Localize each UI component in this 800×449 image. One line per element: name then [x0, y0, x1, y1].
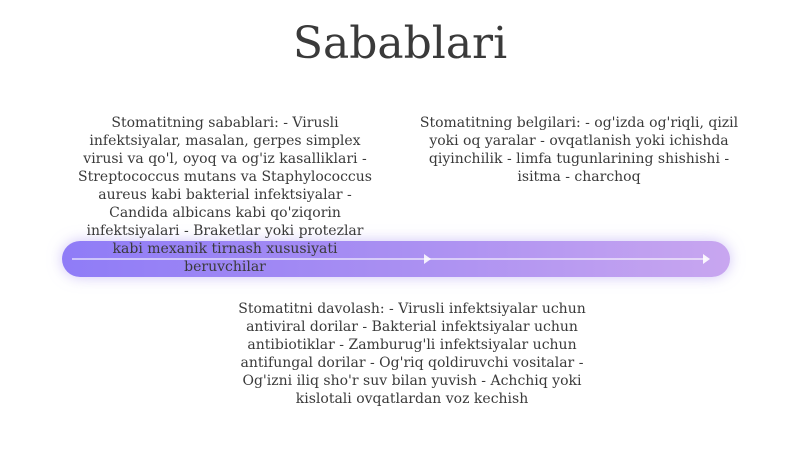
- slide-title: Sabablari: [292, 18, 508, 69]
- signs-text: Stomatitning belgilari: - og'izda og'riqli, qizil yoki oq yaralar - ovqatlanish yoki ichishda qiyinchilik - limfa tugunlarining shishishi - isitma - charchoq: [419, 115, 739, 185]
- timeline-arrow-mid-icon: [424, 254, 431, 264]
- timeline-arrow-end-icon: [703, 254, 710, 264]
- causes-text: Stomatitning sabablari: - Virusli infektsiyalar, masalan, gerpes simplex virusi va qo'l, oyoq va og'iz kasalliklari - Streptococcus mutans va Staphylococcus aureus kabi bakterial infektsiyalar - Candida albicans kabi qo'ziqorin infektsiyalari - Braketlar yoki protezlar kabi mexanik tirnash xususiyati beruvchilar: [78, 115, 372, 275]
- treatment-text: Stomatitni davolash: - Virusli infektsiyalar uchun antiviral dorilar - Bakterial infektsiyalar uchun antibiotiklar - Zamburug'li infektsiyalar uchun antifungal dorilar - Og'riq qoldiruvchi vositalar - Og'izni iliq sho'r suv bilan yuvish - Achchiq yoki kislotali ovqatlardan voz kechish: [238, 301, 586, 407]
